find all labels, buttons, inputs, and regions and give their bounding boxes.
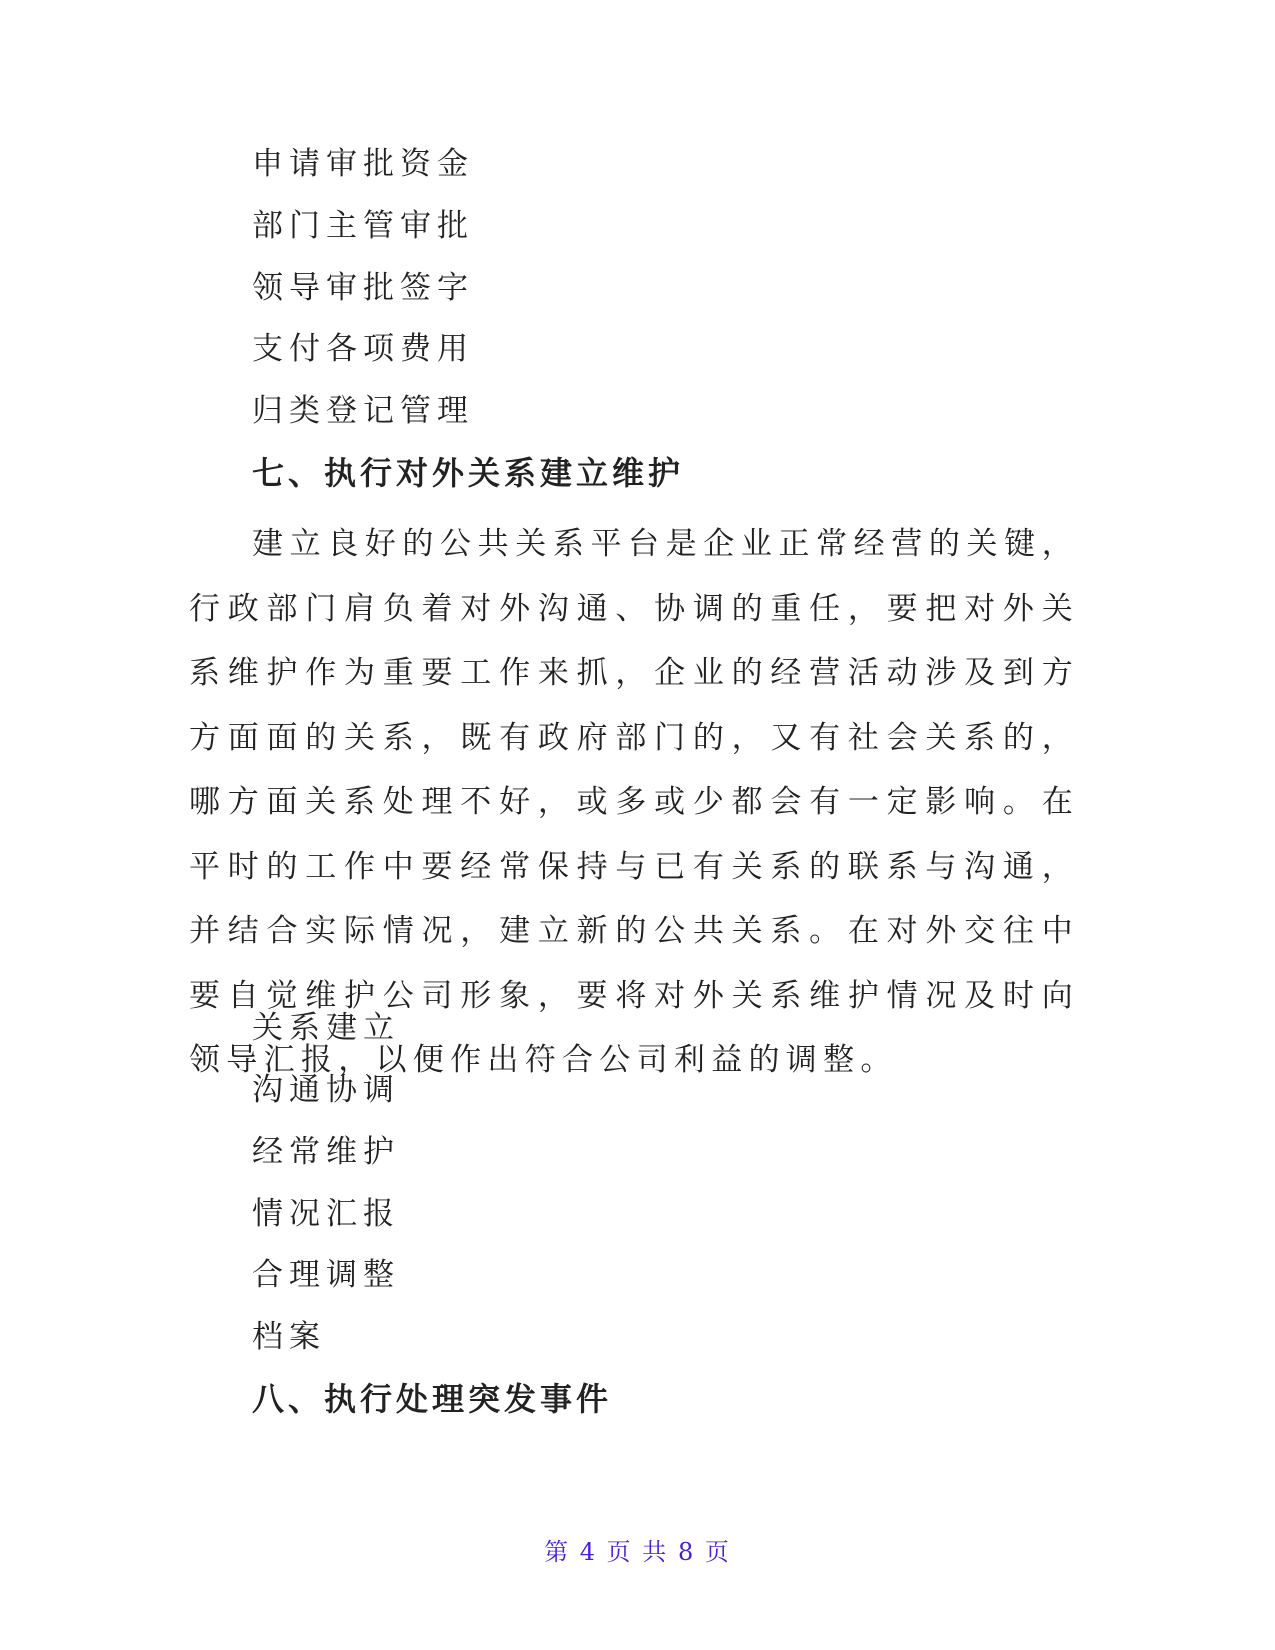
list-item: 申请审批资金 — [252, 146, 474, 182]
list-item: 沟通协调 — [252, 1072, 400, 1108]
list-item: 归类登记管理 — [252, 393, 474, 429]
list-item: 合理调整 — [252, 1257, 400, 1293]
list-item: 领导审批签字 — [252, 270, 474, 306]
list-item: 经常维护 — [252, 1134, 400, 1170]
list-item: 支付各项费用 — [252, 331, 474, 367]
list-item: 部门主管审批 — [252, 208, 474, 244]
section-heading: 八、执行处理突发事件 — [252, 1380, 613, 1418]
section-heading: 七、执行对外关系建立维护 — [252, 454, 685, 492]
page-footer: 第 4 页 共 8 页 — [544, 1538, 731, 1566]
list-item: 情况汇报 — [252, 1196, 400, 1232]
list-item: 关系建立 — [252, 1010, 400, 1046]
list-item: 档案 — [252, 1319, 326, 1355]
body-paragraph: 建立良好的公共关系平台是企业正常经营的关键，行政部门肩负着对外沟通、协调的重任，要把对外关系维护作为重要工作来抓，企业的经营活动涉及到方方面面的关系，既有政府部门的，又有社会关系的，哪方面关系处理不好，或多或少都会有一定影响。在平时的工作中要经常保持与已有关系的联系与沟通，并结合实际情况，建立新的公共关系。在对外交往中要自觉维护公司形象，要将对外关系维护情况及时向领导汇报，以便作出符合公司利益的调整。 — [189, 526, 1079, 1078]
